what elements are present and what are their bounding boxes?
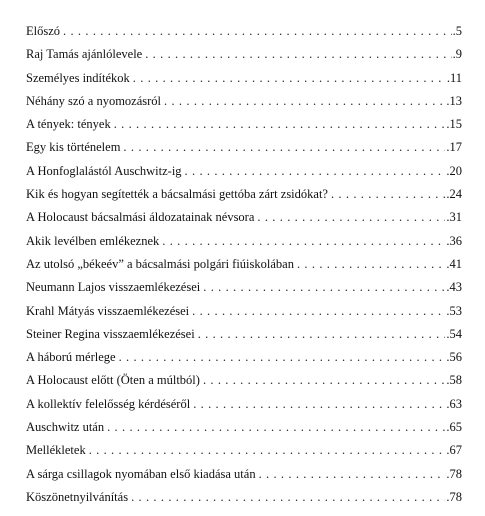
toc-entry	[26, 369, 462, 392]
toc-entry	[26, 230, 462, 253]
toc-entry	[26, 416, 462, 439]
dot-leader	[203, 276, 445, 299]
dot-leader	[133, 67, 446, 90]
toc-entry-title: A Holocaust bácsalmási áldozatainak névsora	[26, 210, 255, 225]
dot-leader	[63, 20, 452, 43]
toc-entry-page: .5	[452, 24, 462, 38]
toc-entry	[26, 323, 462, 346]
dot-leader	[107, 416, 445, 439]
toc-entry-title: Neumann Lajos visszaemlékezései	[26, 280, 201, 295]
toc-entry	[26, 113, 462, 136]
dot-leader	[119, 346, 446, 369]
toc-entry-page: .24	[446, 187, 462, 202]
toc-entry-page: .20	[446, 163, 462, 178]
toc-entry-title: Raj Tamás ajánlólevele	[26, 47, 143, 62]
toc-entry-page: .65	[446, 420, 462, 435]
toc-entry	[26, 136, 462, 159]
toc-entry-title: Akik levélben emlékeznek	[26, 233, 160, 248]
toc-entry	[26, 183, 462, 206]
toc-entry-title: Néhány szó a nyomozásról	[26, 93, 162, 108]
toc-entry-page: .56	[446, 350, 462, 365]
dot-leader	[297, 253, 445, 276]
toc-entry-title: Egy kis történelem	[26, 140, 121, 155]
toc-entry-title: Köszönetnyilvánítás	[26, 489, 129, 504]
toc-entry	[26, 20, 462, 43]
toc-entry	[26, 67, 462, 90]
dot-leader	[162, 230, 445, 253]
toc-entry-page: .41	[446, 256, 462, 271]
toc-entry-title: Krahl Mátyás visszaemlékezései	[26, 303, 190, 318]
dot-leader	[123, 136, 445, 159]
toc-entry-title: A kollektív felelősség kérdéséről	[26, 396, 191, 411]
dot-leader	[89, 439, 446, 462]
toc-entry-page: .78	[446, 489, 462, 504]
toc-entry-page: .54	[446, 326, 462, 341]
toc-entry-page: .43	[446, 280, 462, 295]
dot-leader	[193, 393, 445, 416]
toc-entry-title: A Holocaust előtt (Öten a múltból)	[26, 373, 200, 388]
toc-entry	[26, 160, 462, 183]
toc-entry	[26, 276, 462, 299]
toc-entry-page: .9	[452, 47, 462, 62]
dot-leader	[192, 300, 445, 323]
toc-entry	[26, 43, 462, 66]
toc-entry-title: Auschwitz után	[26, 420, 105, 435]
toc-entry	[26, 253, 462, 276]
toc-entry-page: .17	[446, 140, 462, 155]
toc-entry-page: .58	[446, 373, 462, 388]
toc-entry-page: .13	[446, 93, 462, 108]
dot-leader	[198, 323, 446, 346]
toc-entry-title: A háború mérlege	[26, 350, 116, 365]
toc-entry-page: .36	[446, 233, 462, 248]
toc-entry	[26, 346, 462, 369]
toc-entry	[26, 439, 462, 462]
toc-entry-page: .15	[446, 117, 462, 132]
toc-entry	[26, 393, 462, 416]
toc-entry-title: A sárga csillagok nyomában első kiadása után	[26, 466, 256, 481]
toc-entry-page: .63	[446, 396, 462, 411]
toc-entry-title: Az utolsó „békeév” a bácsalmási polgári fiúiskolában	[26, 256, 294, 271]
toc-entry-page: .53	[446, 303, 462, 318]
toc-entry-page: .11	[446, 70, 462, 85]
dot-leader	[145, 43, 451, 66]
toc-entry-title: A Honfoglalástól Auschwitz-ig	[26, 163, 182, 178]
dot-leader	[257, 206, 445, 229]
toc-entry	[26, 206, 462, 229]
dot-leader	[131, 486, 445, 509]
toc-entry	[26, 90, 462, 113]
dot-leader	[185, 160, 446, 183]
toc-entry-title: Kik és hogyan segítették a bácsalmási gettóba zárt zsidókat?	[26, 187, 328, 202]
toc-entry-page: .67	[446, 443, 462, 458]
toc-entry-page: .31	[446, 210, 462, 225]
toc-entry-title: Személyes indítékok	[26, 70, 130, 85]
dot-leader	[114, 113, 446, 136]
toc-entry	[26, 486, 462, 509]
toc-entry-title: Mellékletek	[26, 443, 86, 458]
dot-leader	[164, 90, 445, 113]
dot-leader	[203, 369, 445, 392]
toc-entry-title: A tények: tények	[26, 117, 111, 132]
table-of-contents	[26, 20, 462, 509]
dot-leader	[259, 463, 446, 486]
dot-leader	[331, 183, 445, 206]
toc-entry	[26, 300, 462, 323]
toc-entry-title: Steiner Regina visszaemlékezései	[26, 326, 195, 341]
toc-entry-title: Előszó	[26, 24, 61, 38]
toc-entry-page: .78	[446, 466, 462, 481]
toc-entry	[26, 463, 462, 486]
